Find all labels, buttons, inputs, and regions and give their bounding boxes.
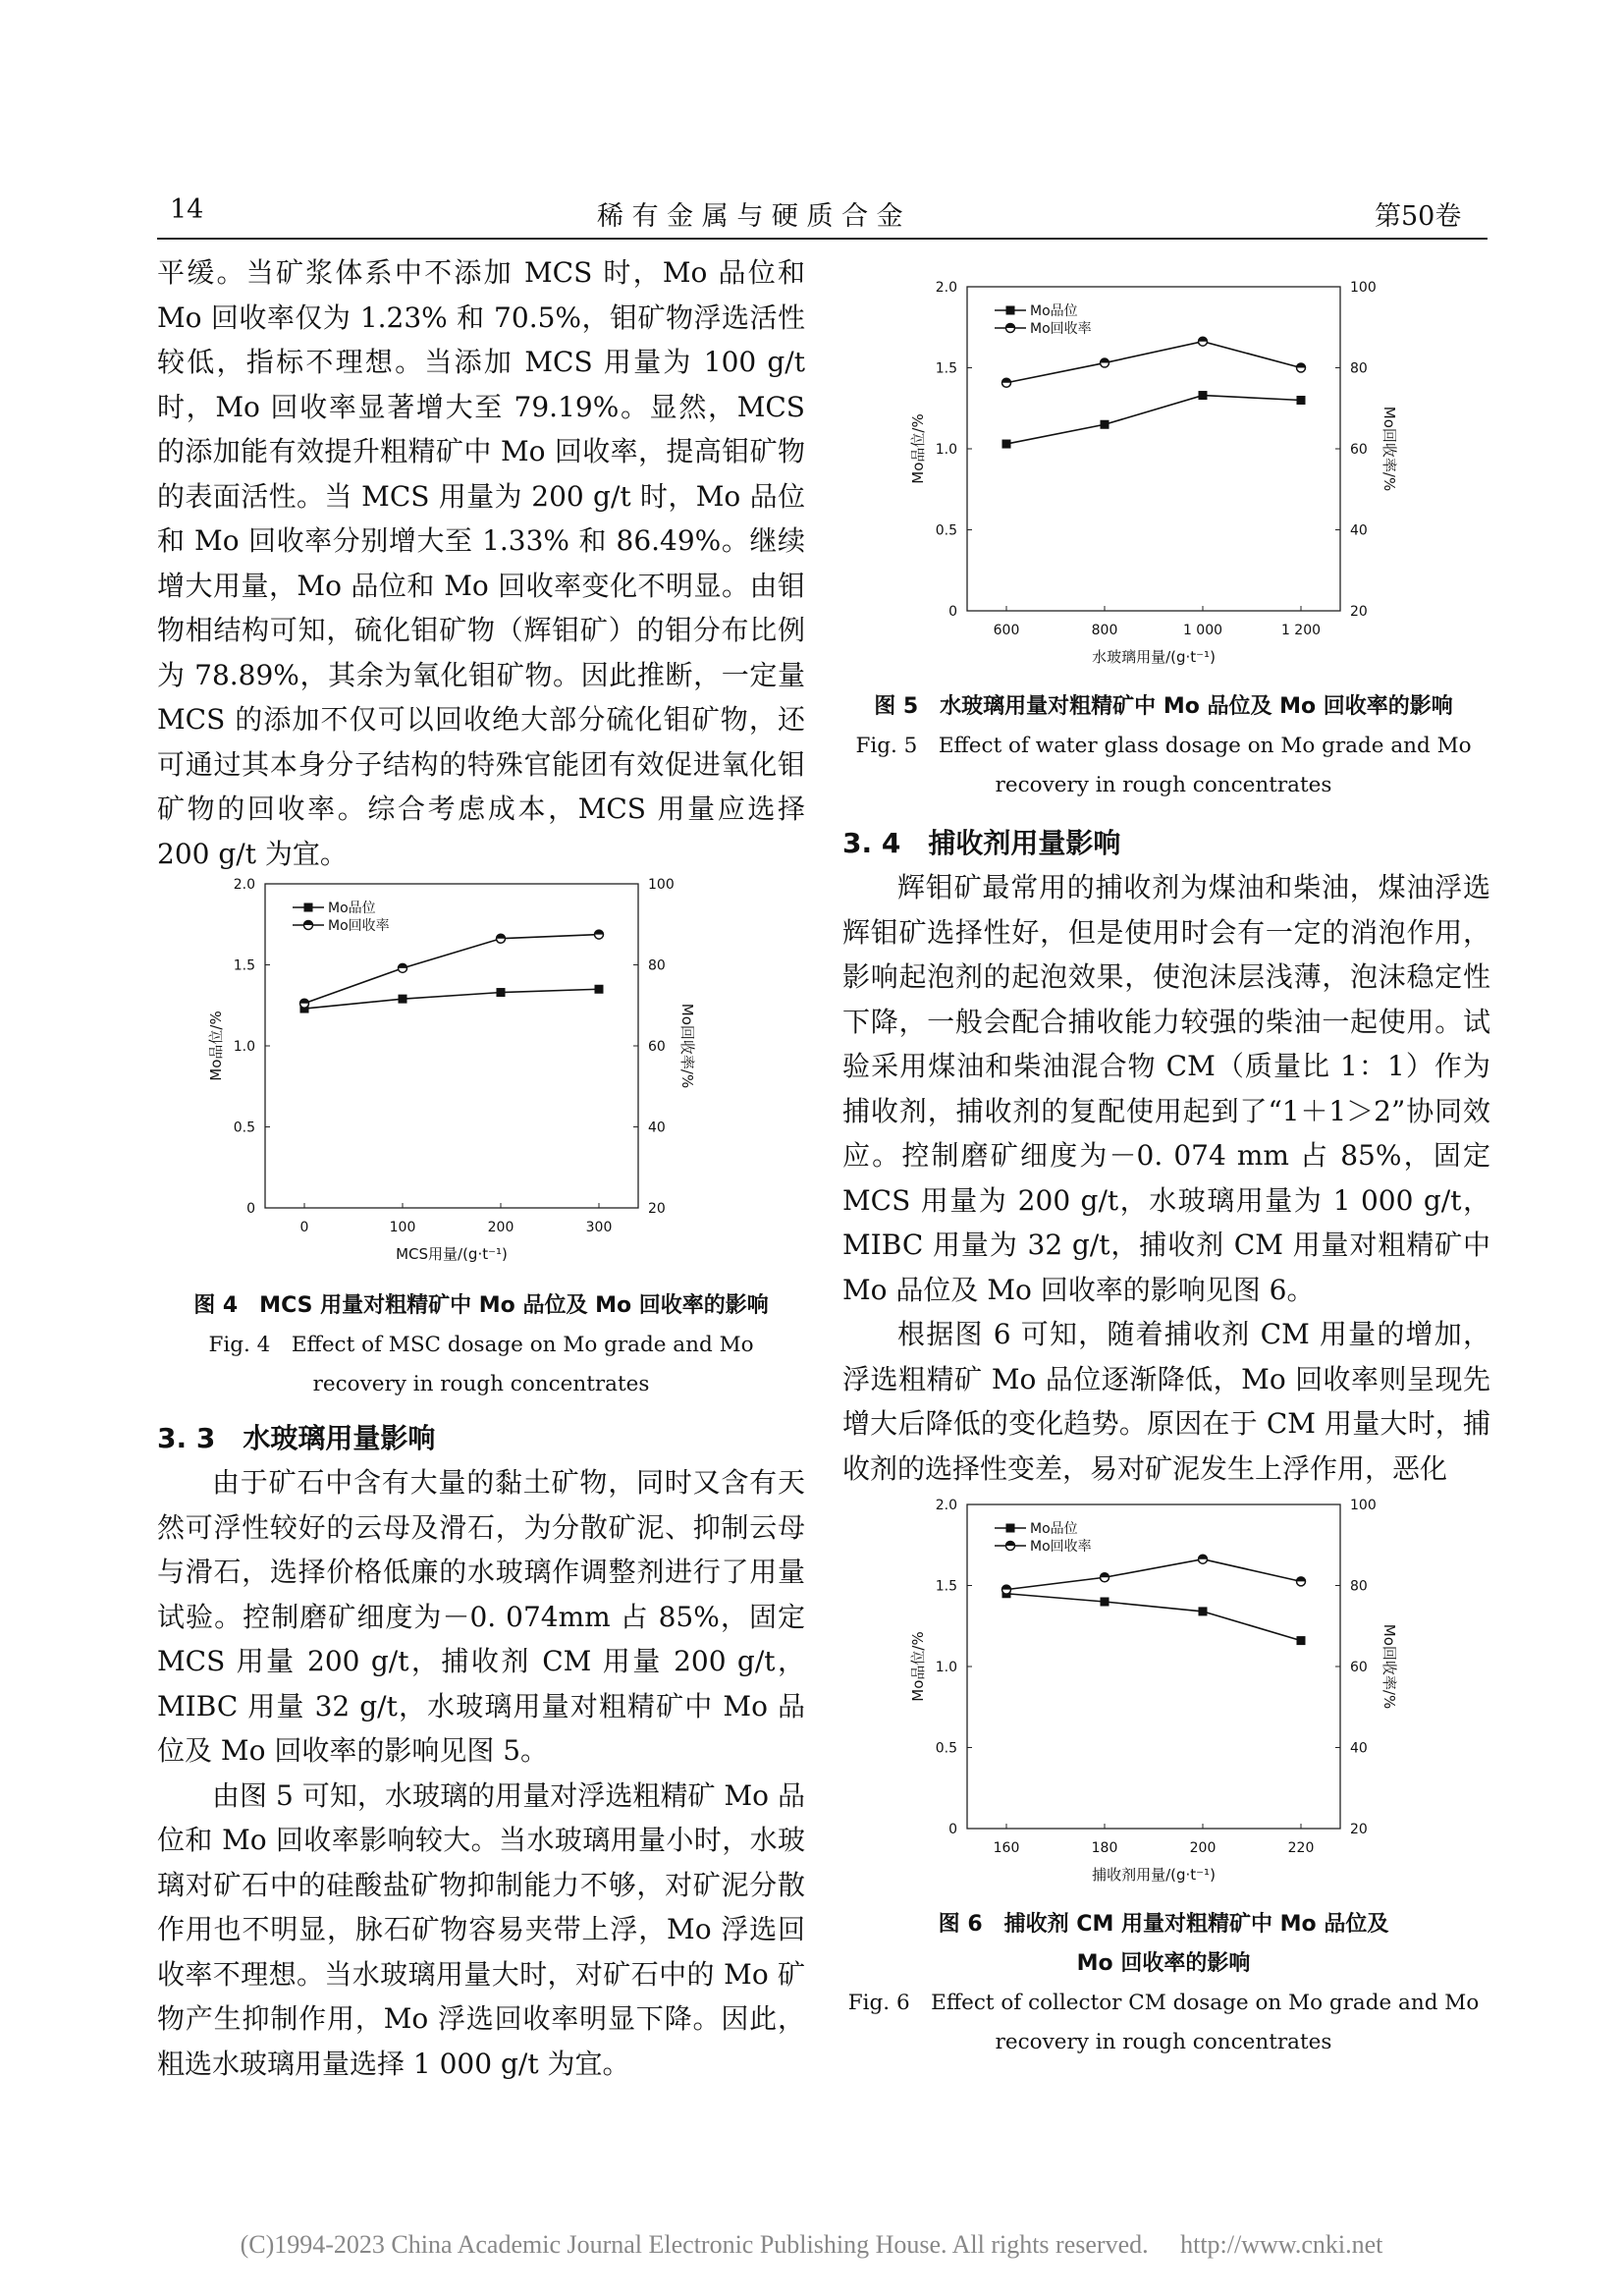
data-point-square xyxy=(1101,1598,1109,1607)
legend-label: Mo回收率 xyxy=(1030,1539,1092,1555)
x-tick-label: 160 xyxy=(993,1840,1020,1856)
paragraph: 辉钼矿最常用的捕收剂为煤油和柴油，煤油浮选辉钼矿选择性好，但是使用时会有一定的消泡作用，影响起泡剂的起泡效果，使泡沫层浅薄，泡沫稳定性下降，一般会配合捕收能力较强的柴油一起使用。试验采用煤油和柴油混合物 CM（质量比 1：1）作为捕收剂，捕收剂的复配使用起到了“1＋1＞2”协同效应。控制磨矿细度为－0. 074 mm 占 85%，固定 MCS 用量为 200 g/t，水玻璃用量为 1 000 g/t，MIBC 用量为 32 g/t，捕收剂 CM 用量对粗精矿中 Mo 品位及 Mo 回收率的影响见图 6。 xyxy=(842,871,1490,1306)
x-tick-label: 1 000 xyxy=(1182,623,1223,638)
y2-tick-label: 20 xyxy=(648,1201,666,1217)
x-axis-label: MCS用量/(g·t⁻¹) xyxy=(396,1245,508,1263)
series-line xyxy=(1006,1594,1301,1641)
plot-frame xyxy=(967,287,1340,611)
y-axis-label: Mo品位/% xyxy=(207,1011,225,1081)
x-tick-label: 200 xyxy=(487,1220,514,1235)
y-tick-label: 0 xyxy=(246,1201,255,1217)
y2-tick-label: 40 xyxy=(1350,1740,1368,1757)
plot-frame xyxy=(265,884,638,1208)
figure-caption-en: recovery in rough concentrates xyxy=(995,773,1332,797)
y-tick-label: 2.0 xyxy=(233,877,255,893)
legend-label: Mo回收率 xyxy=(1030,321,1092,337)
data-point-square xyxy=(1101,420,1109,429)
y-tick-label: 1.0 xyxy=(233,1039,255,1055)
y2-axis-label: Mo回收率/% xyxy=(1380,406,1398,492)
y-tick-label: 0.5 xyxy=(233,1120,255,1136)
series-line xyxy=(1006,1559,1301,1590)
series-line xyxy=(304,935,599,1004)
section-heading: 3. 4 捕收剂用量影响 xyxy=(842,827,1121,859)
data-point-square xyxy=(595,985,604,994)
left-column-lower xyxy=(157,1417,805,2086)
data-point-square xyxy=(1297,396,1306,405)
y2-tick-label: 80 xyxy=(1350,360,1368,377)
series-line xyxy=(1006,396,1301,445)
paragraph: 由图 5 可知，水玻璃的用量对浮选粗精矿 Mo 品位和 Mo 回收率影响较大。当水玻璃用量小时，水玻璃对矿石中的硅酸盐矿物抑制能力不够，对矿泥分散作用也不明显，脉石矿物容易夹带上浮，Mo 浮选回收率不理想。当水玻璃用量大时，对矿石中的 Mo 矿物产生抑制作用，Mo 浮选回收率明显下降。因此，粗选水玻璃用量选择 1 000 g/t 为宜。 xyxy=(157,1778,805,2080)
y-axis-label: Mo品位/% xyxy=(909,1631,927,1702)
y2-axis-label: Mo回收率/% xyxy=(1380,1623,1398,1710)
y-tick-label: 2.0 xyxy=(935,1498,957,1513)
y2-tick-label: 100 xyxy=(1350,280,1377,296)
series-line xyxy=(304,989,599,1009)
y2-tick-label: 80 xyxy=(648,957,666,974)
figure-caption-zh: 图 5 水玻璃用量对粗精矿中 Mo 品位及 Mo 回收率的影响 xyxy=(874,694,1453,719)
y2-tick-label: 40 xyxy=(648,1120,666,1136)
y2-tick-label: 60 xyxy=(648,1039,666,1055)
y2-axis-label: Mo回收率/% xyxy=(678,1003,696,1089)
data-point-square xyxy=(399,995,407,1004)
figure-caption-en: Fig. 6 Effect of collector CM dosage on Mo grade and Mo xyxy=(847,1991,1480,2015)
section-heading: 3. 3 水玻璃用量影响 xyxy=(157,1422,436,1454)
x-axis-label: 水玻璃用量/(g·t⁻¹) xyxy=(1092,648,1216,666)
series-line xyxy=(1006,342,1301,383)
legend-marker-square xyxy=(304,903,313,912)
figure-caption-en: Fig. 4 Effect of MSC dosage on Mo grade and Mo xyxy=(208,1333,754,1357)
data-point-square xyxy=(1002,440,1011,449)
data-point-square xyxy=(1199,391,1208,400)
figure-caption-en: recovery in rough concentrates xyxy=(312,1372,650,1396)
y-tick-label: 2.0 xyxy=(935,280,957,296)
legend-label: Mo品位 xyxy=(1030,1521,1078,1537)
left-column xyxy=(157,250,805,876)
y2-tick-label: 60 xyxy=(1350,1660,1368,1675)
x-tick-label: 300 xyxy=(585,1220,613,1235)
y-axis-label: Mo品位/% xyxy=(909,413,927,484)
x-tick-label: 220 xyxy=(1287,1840,1315,1856)
figure-caption-zh: Mo 回收率的影响 xyxy=(1076,1951,1251,1976)
figure-caption-en: Fig. 5 Effect of water glass dosage on Mo grade and Mo xyxy=(855,734,1472,758)
page-number: 14 xyxy=(170,194,204,225)
right-column xyxy=(842,822,1490,1491)
y2-tick-label: 20 xyxy=(1350,1822,1368,1837)
x-tick-label: 600 xyxy=(993,623,1020,638)
y-tick-label: 1.0 xyxy=(935,1660,957,1675)
data-point-square xyxy=(1199,1607,1208,1615)
legend-label: Mo品位 xyxy=(1030,303,1078,319)
paragraph: 平缓。当矿浆体系中不添加 MCS 时，Mo 品位和 Mo 回收率仅为 1.23% 和 70.5%，钼矿物浮选活性较低，指标不理想。当添加 MCS 用量为 100 g/t 时，Mo 回收率显著增大至 79.19%。显然，MCS 的添加能有效提升粗精矿中 Mo 回收率，提高钼矿物的表面活性。当 MCS 用量为 200 g/t 时，Mo 品位和 Mo 回收率分别增大至 1.33% 和 86.49%。继续增大用量，Mo 品位和 Mo 回收率变化不明显。由钼物相结构可知，硫化钼矿物（辉钼矿）的钼分布比例为 78.89%，其余为氧化钼矿物。因此推断，一定量 MCS 的添加不仅可以回收绝大部分硫化钼矿物，还可通过其本身分子结构的特殊官能团有效促进氧化钼矿物的回收率。综合考虑成本，MCS 用量应选择 200 g/t 为宜。 xyxy=(157,256,805,870)
chart-fig5 xyxy=(889,267,1419,680)
x-tick-label: 800 xyxy=(1091,623,1118,638)
paragraph: 由于矿石中含有大量的黏土矿物，同时又含有天然可浮性较好的云母及滑石，为分散矿泥、抑制云母与滑石，选择价格低廉的水玻璃作调整剂进行了用量试验。控制磨矿细度为－0. 074mm 占 85%，固定 MCS 用量 200 g/t，捕收剂 CM 用量 200 g/t，MIBC 用量 32 g/t，水玻璃用量对粗精矿中 Mo 品位及 Mo 回收率的影响见图 5。 xyxy=(157,1466,805,1767)
y2-tick-label: 60 xyxy=(1350,442,1368,458)
y2-tick-label: 40 xyxy=(1350,522,1368,539)
y-tick-label: 1.5 xyxy=(935,1578,957,1595)
legend-marker-square xyxy=(1006,1524,1015,1533)
x-tick-label: 100 xyxy=(389,1220,416,1235)
y-tick-label: 1.0 xyxy=(935,442,957,458)
y-tick-label: 1.5 xyxy=(935,360,957,377)
legend-marker-square xyxy=(1006,306,1015,315)
volume-label: 第50卷 xyxy=(1375,201,1462,232)
header-rule xyxy=(157,238,1488,240)
journal-title: 稀 有 金 属 与 硬 质 合 金 xyxy=(597,201,903,232)
chart-fig4 xyxy=(187,864,717,1277)
y2-tick-label: 20 xyxy=(1350,604,1368,620)
x-tick-label: 1 200 xyxy=(1280,623,1322,638)
data-point-square xyxy=(497,988,506,997)
y2-tick-label: 80 xyxy=(1350,1578,1368,1595)
y2-tick-label: 100 xyxy=(1350,1498,1377,1513)
y-tick-label: 0.5 xyxy=(935,522,957,539)
x-tick-label: 200 xyxy=(1189,1840,1217,1856)
figure-caption-zh: 图 4 MCS 用量对粗精矿中 Mo 品位及 Mo 回收率的影响 xyxy=(193,1293,769,1318)
data-point-square xyxy=(1297,1636,1306,1645)
legend-label: Mo品位 xyxy=(328,901,376,916)
x-tick-label: 180 xyxy=(1091,1840,1118,1856)
y-tick-label: 0.5 xyxy=(935,1740,957,1757)
plot-frame xyxy=(967,1504,1340,1829)
x-axis-label: 捕收剂用量/(g·t⁻¹) xyxy=(1092,1866,1216,1884)
legend-label: Mo回收率 xyxy=(328,918,390,934)
x-tick-label: 0 xyxy=(299,1220,309,1235)
y-tick-label: 0 xyxy=(948,1822,957,1837)
figure-caption-en: recovery in rough concentrates xyxy=(995,2030,1332,2054)
y2-tick-label: 100 xyxy=(648,877,675,893)
copyright-footer: (C)1994-2023 China Academic Journal Electronic Publishing House. All rights reserved. http://www.cnki.net xyxy=(240,2230,1383,2259)
y-tick-label: 1.5 xyxy=(233,957,255,974)
figure-caption-zh: 图 6 捕收剂 CM 用量对粗精矿中 Mo 品位及 xyxy=(938,1912,1389,1937)
chart-fig6 xyxy=(889,1485,1419,1897)
paragraph: 根据图 6 可知，随着捕收剂 CM 用量的增加，浮选粗精矿 Mo 品位逐渐降低，Mo 回收率则呈现先增大后降低的变化趋势。原因在于 CM 用量大时，捕收剂的选择性变差，易对矿泥发生上浮作用，恶化 xyxy=(842,1318,1490,1485)
y-tick-label: 0 xyxy=(948,604,957,620)
